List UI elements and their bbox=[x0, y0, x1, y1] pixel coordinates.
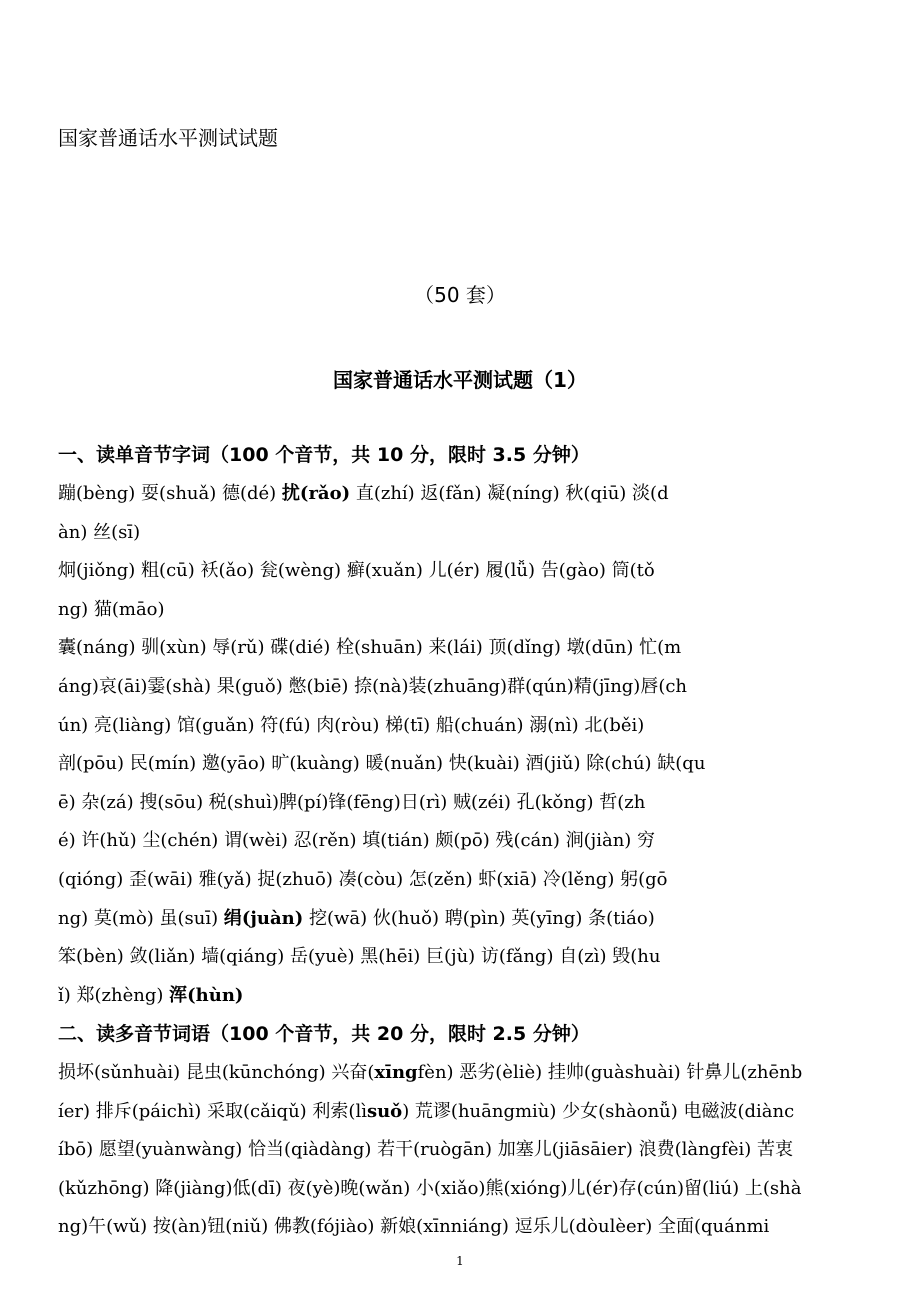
entry-text: ē) 杂(zá) 搜(sōu) 税(shuì)脾(pí)锋(fēng)日(rì) 贼(zéi) 孔(kǒng) 哲(zh bbox=[58, 791, 646, 813]
section-1-line bbox=[58, 633, 870, 659]
section-1-line bbox=[58, 942, 870, 968]
entry-text: 直(zhí) 返(fǎn) 凝(níng) 秋(qiū) 淡(d bbox=[350, 483, 669, 504]
emphasized-entry: suǒ bbox=[366, 1100, 403, 1122]
entry-text: (kǔzhōng) 降(jiàng)低(dī) 夜(yè)晚(wǎn) 小(xiǎo)熊(xióng)儿(ér)存(cún)留(liú) 上(shà bbox=[58, 1177, 802, 1199]
entry-text: 挖(wā) 伙(huǒ) 聘(pìn) 英(yīng) 条(tiáo) bbox=[303, 907, 655, 929]
emphasized-entry: xīng bbox=[374, 1062, 418, 1083]
page-number: 1 bbox=[456, 1254, 464, 1268]
emphasized-entry: 扰(rǎo) bbox=[281, 483, 351, 504]
test-set-title: 国家普通话水平测试题（1） bbox=[333, 368, 587, 392]
section-1-line bbox=[58, 981, 870, 1007]
section-1-line bbox=[58, 672, 870, 698]
section-1-line bbox=[58, 595, 870, 621]
section-2-line bbox=[58, 1174, 870, 1200]
section-1-line bbox=[58, 865, 870, 891]
entry-text: fèn) 恶劣(èliè) 挂帅(guàshuài) 针鼻儿(zhēnb bbox=[417, 1062, 803, 1083]
emphasized-entry: 绢(juàn) bbox=[223, 907, 304, 929]
section-1-line bbox=[58, 788, 870, 814]
section-1-line bbox=[58, 479, 870, 505]
entry-text: 剖(pōu) 民(mín) 邀(yāo) 旷(kuàng) 暖(nuǎn) 快(kuài) 酒(jiǔ) 除(chú) 缺(qu bbox=[58, 753, 706, 775]
section-1-line bbox=[58, 904, 870, 930]
entry-text: íer) 排斥(páichì) 采取(cǎiqǔ) 利索(lì bbox=[58, 1100, 367, 1122]
section-2-line bbox=[58, 1058, 870, 1084]
entry-text: ǐ) 郑(zhèng) bbox=[58, 984, 170, 1006]
emphasized-entry: 浑(hùn) bbox=[169, 984, 244, 1006]
document-title: 国家普通话水平测试试题 bbox=[58, 126, 278, 150]
entry-text: ng)午(wǔ) 按(àn)钮(niǔ) 佛教(fójiào) 新娘(xīnniáng) 逗乐儿(dòulèer) 全面(quánmi bbox=[58, 1216, 770, 1238]
entry-text: 囊(náng) 驯(xùn) 辱(rǔ) 碟(dié) 栓(shuān) 来(lái) 顶(dǐng) 墩(dūn) 忙(m bbox=[58, 637, 682, 659]
entry-text: ng) 莫(mò) 虽(suī) bbox=[58, 907, 224, 929]
entry-text: 笨(bèn) 敛(liǎn) 墙(qiáng) 岳(yuè) 黑(hēi) 巨(jù) 访(fǎng) 自(zì) 毁(hu bbox=[58, 946, 661, 968]
section-2-line bbox=[58, 1097, 870, 1123]
section-1-line bbox=[58, 826, 870, 852]
entry-text: ún) 亮(liàng) 馆(guǎn) 符(fú) 肉(ròu) 梯(tī) 船(chuán) 溺(nì) 北(běi) bbox=[58, 714, 645, 736]
entry-text: 蹦(bèng) 耍(shuǎ) 德(dé) bbox=[58, 483, 282, 504]
section-1-heading: 一、读单音节字词（100 个音节，共 10 分，限时 3.5 分钟） bbox=[58, 444, 590, 466]
entry-text: áng)哀(āi)霎(shà) 果(guǒ) 憋(biē) 捺(nà)装(zhuāng)群(qún)精(jīng)唇(ch bbox=[58, 676, 688, 697]
entry-text: àn) 丝(sī) bbox=[58, 521, 141, 543]
entry-text: 炯(jiǒng) 粗(cū) 袄(ǎo) 瓮(wèng) 癣(xuǎn) 儿(ér) 履(lǚ) 告(gào) 筒(tǒ bbox=[58, 560, 655, 582]
entry-text: ng) 猫(māo) bbox=[58, 598, 165, 620]
section-1-line bbox=[58, 518, 870, 544]
entry-text: 损坏(sǔnhuài) 昆虫(kūnchóng) 兴奋( bbox=[58, 1062, 375, 1083]
entry-text: íbō) 愿望(yuànwàng) 恰当(qiàdàng) 若干(ruògān) 加塞儿(jiāsāier) 浪费(làngfèi) 苦衷 bbox=[58, 1139, 794, 1161]
section-1-line bbox=[58, 711, 870, 737]
entry-text: é) 许(hǔ) 尘(chén) 谓(wèi) 忍(rěn) 填(tián) 颇(pō) 残(cán) 涧(jiàn) 穷 bbox=[58, 830, 656, 852]
sets-count-label: （50 套） bbox=[414, 283, 506, 307]
section-2-line bbox=[58, 1135, 870, 1161]
section-2-line bbox=[58, 1212, 870, 1238]
section-1-line bbox=[58, 749, 870, 775]
section-1-line bbox=[58, 556, 870, 582]
entry-text: ) 荒谬(huāngmiù) 少女(shàonǚ) 电磁波(diànc bbox=[402, 1100, 795, 1122]
entry-text: (qióng) 歪(wāi) 雅(yǎ) 捉(zhuō) 凑(còu) 怎(zěn) 虾(xiā) 冷(lěng) 躬(gō bbox=[58, 869, 668, 890]
section-2-heading: 二、读多音节词语（100 个音节，共 20 分，限时 2.5 分钟） bbox=[58, 1023, 590, 1045]
